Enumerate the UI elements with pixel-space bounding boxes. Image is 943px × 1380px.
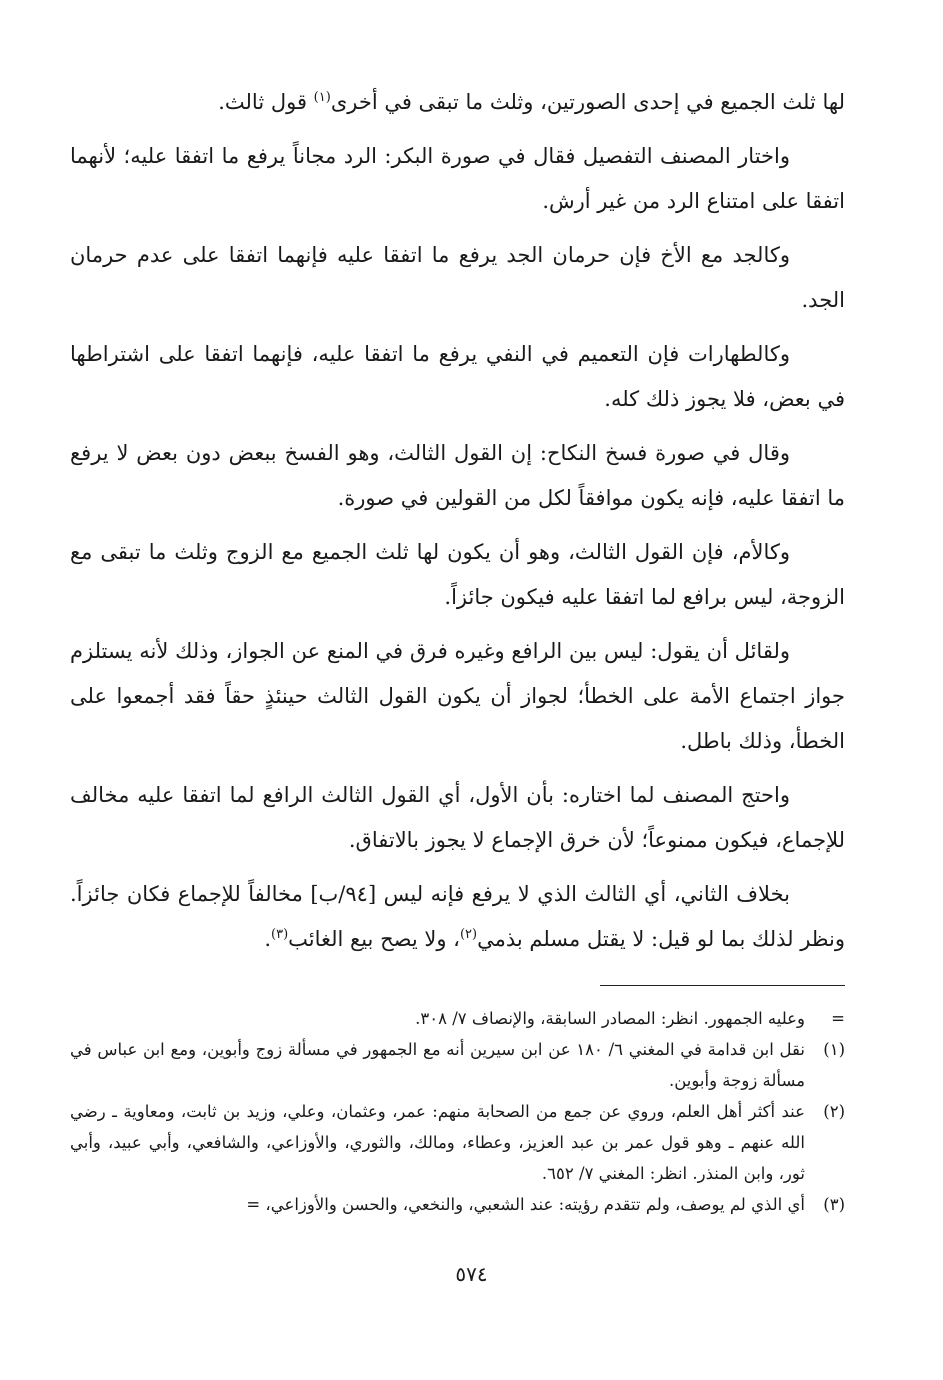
footnote-number: (٢): [823, 1102, 845, 1121]
footnote-text: أي الذي لم يوصف، ولم تتقدم رؤيته: عند الشعبي، والنخعي، والحسن والأوزاعي، =: [246, 1195, 805, 1214]
footnote-2: [70, 1096, 845, 1189]
paragraph-text-continued: قول ثالث.: [218, 90, 314, 114]
footnotes-section: [70, 1003, 845, 1220]
footnote-text: نقل ابن قدامة في المغني ٦/ ١٨٠ عن ابن سيرين أنه مع الجمهور في مسألة زوج وأبوين، ومع ابن عباس في مسألة زوجة وأبوين.: [70, 1040, 805, 1090]
paragraph-7: ولقائل أن يقول: ليس بين الرافع وغيره فرق في المنع عن الجواز، وذلك لأنه يستلزم جواز اجتماع الأمة على الخطأ؛ لجواز أن يكون القول الثالث حينئذٍ حقاً فقد أجمعوا على الخطأ، وذلك باطل.: [70, 639, 845, 753]
footnote-1: [70, 1034, 845, 1096]
paragraph-4: وكالطهارات فإن التعميم في النفي يرفع ما اتفقا عليه، فإنهما اتفقا على اشتراطها في بعض، فلا يجوز ذلك كله.: [70, 342, 845, 411]
footnote-ref-3[interactable]: (٣): [271, 927, 289, 942]
paragraph-5: وقال في صورة فسخ النكاح: إن القول الثالث، وهو الفسخ ببعض دون بعض لا يرفع ما اتفقا عليه، فإنه يكون موافقاً لكل من القولين في صورة.: [70, 441, 845, 510]
paragraph-text-end: .: [264, 927, 271, 951]
paragraph-text-continued: ، ولا يصح بيع الغائب: [288, 927, 460, 951]
footnote-text: وعليه الجمهور. انظر: المصادر السابقة، والإنصاف ٧/ ٣٠٨.: [415, 1009, 805, 1028]
paragraph-text: لها ثلث الجميع في إحدى الصورتين، وثلث ما تبقى في أخرى: [330, 90, 845, 114]
footnote-number: (١): [823, 1040, 845, 1059]
main-text: [70, 80, 845, 971]
paragraph-8: واحتج المصنف لما اختاره: بأن الأول، أي القول الثالث الرافع لما اتفقا عليه مخالف للإجماع، فيكون ممنوعاً؛ لأن خرق الإجماع لا يجوز بالاتفاق.: [70, 783, 845, 852]
paragraph-6: وكالأم، فإن القول الثالث، وهو أن يكون لها ثلث الجميع مع الزوج وثلث ما تبقى مع الزوجة، ليس برافع لما اتفقا عليه فيكون جائزاً.: [70, 540, 845, 609]
footnote-separator: [600, 985, 845, 986]
footnote-text: عند أكثر أهل العلم، وروي عن جمع من الصحابة منهم: عمر، وعثمان، وعلي، وزيد بن ثابت، ومعاوية ـ رضي الله عنهم ـ وهو قول عمر بن عبد العزيز، وعطاء، ومالك، والثوري، والأوزاعي، والشافعي، وأبي عبيد، وأبي ثور، وابن المنذر. انظر: المغني ٧/ ٦٥٢.: [70, 1102, 805, 1183]
footnote-number: (٣): [823, 1195, 845, 1214]
footnote-continuation: [70, 1003, 845, 1034]
paragraph-2: واختار المصنف التفصيل فقال في صورة البكر: الرد مجاناً يرفع ما اتفقا عليه؛ لأنهما اتفقا على امتناع الرد من غير أرش.: [70, 144, 845, 213]
footnote-ref-2[interactable]: (٢): [459, 927, 478, 942]
paragraph-text: بخلاف الثاني، أي الثالث الذي لا يرفع فإنه ليس [٩٤/ب] مخالفاً للإجماع فكان جائزاً. ونظر لذلك بما لو قيل: لا يقتل مسلم بذمي: [70, 882, 845, 951]
footnote-3: [70, 1189, 845, 1220]
page-number: ٥٧٤: [455, 1262, 488, 1286]
paragraph-1: [70, 80, 845, 125]
paragraph-9: [70, 872, 845, 962]
paragraph-3: وكالجد مع الأخ فإن حرمان الجد يرفع ما اتفقا عليه فإنهما اتفقا على عدم حرمان الجد.: [70, 243, 845, 312]
footnote-ref-1[interactable]: (١): [313, 90, 331, 105]
footnote-marker: =: [831, 1009, 845, 1028]
